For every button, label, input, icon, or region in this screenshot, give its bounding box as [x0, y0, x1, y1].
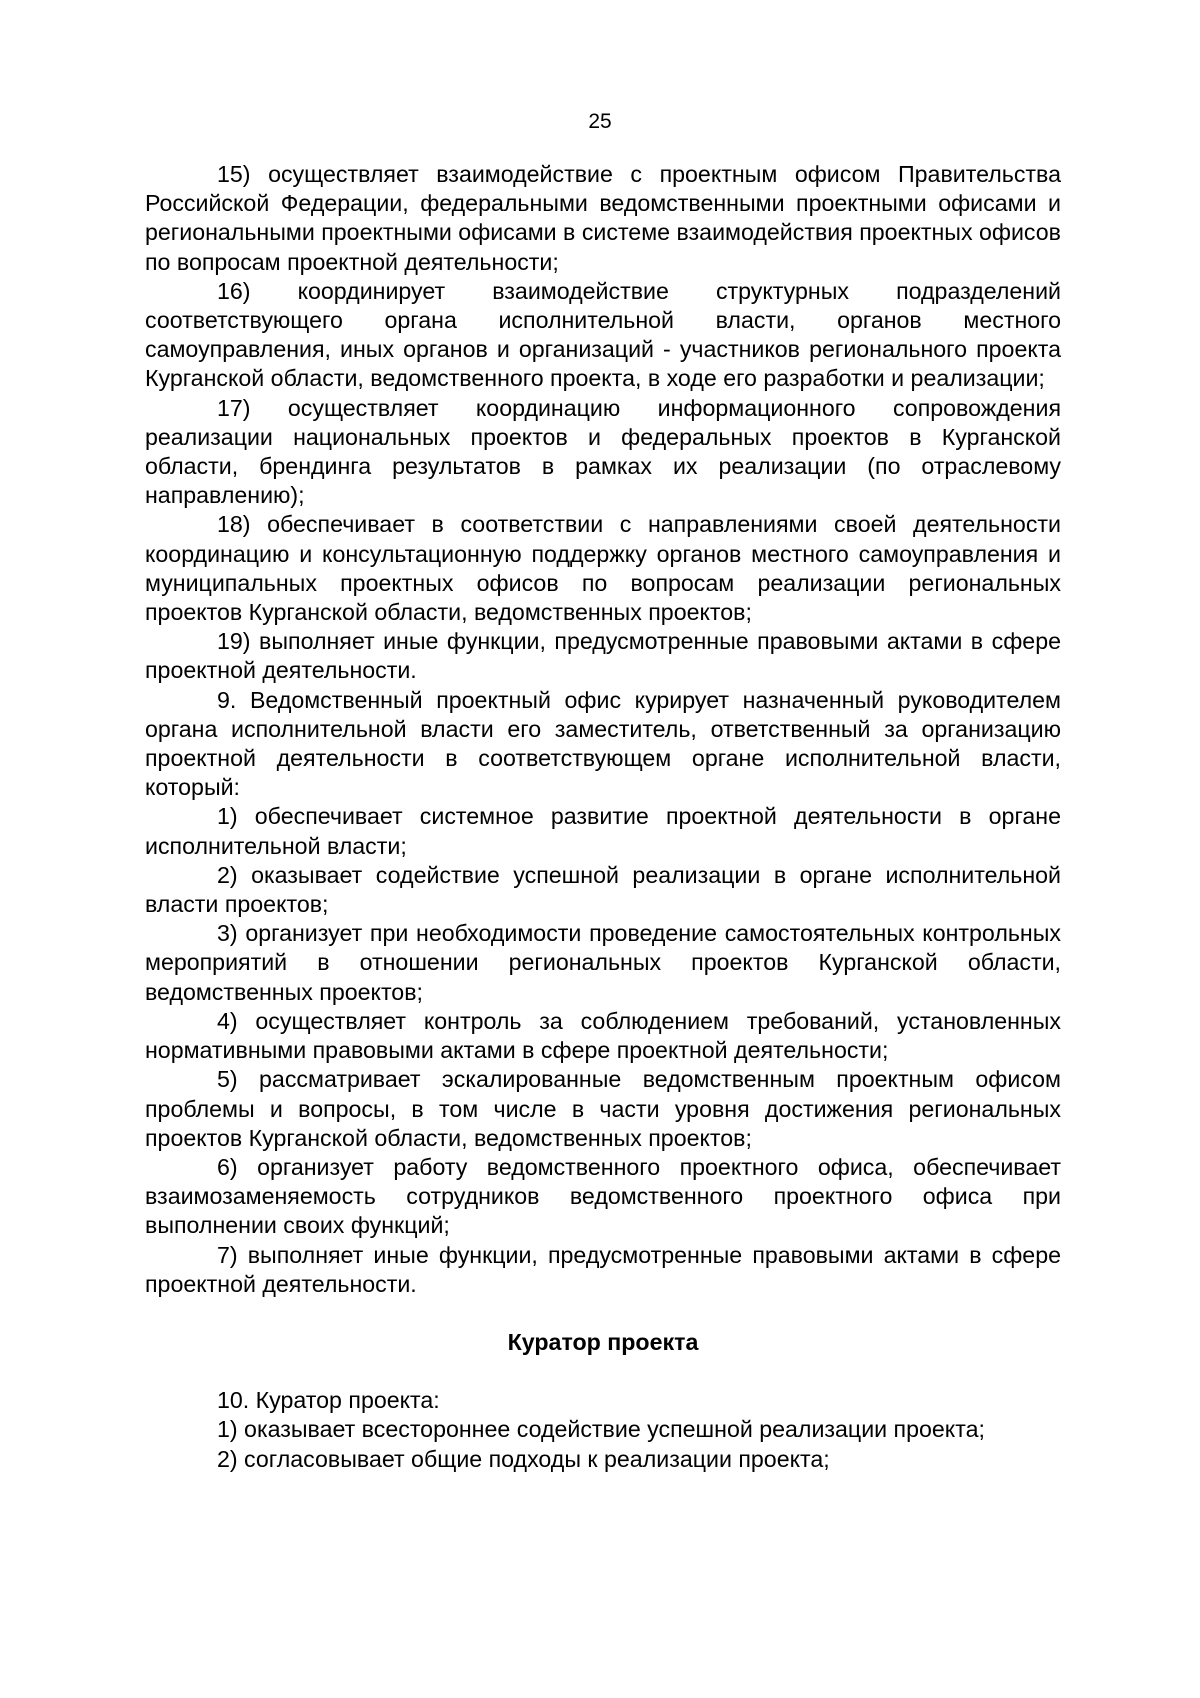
paragraph-item-19: 19) выполняет иные функции, предусмотренные правовыми актами в сфере проектной деятельности. [145, 628, 1061, 684]
paragraph-item-15: 15) осуществляет взаимодействие с проектным офисом Правительства Российской Федерации, федеральными ведомственными проектными офисами и региональными проектными офисами в системе взаимодействия проектных офисов по вопросам проектной деятельности; [145, 161, 1061, 275]
paragraph-section-9: 9. Ведомственный проектный офис курирует назначенный руководителем органа исполнительной власти его заместитель, ответственный за организацию проектной деятельности в соответствующем органе исполнительной власти, который: [145, 686, 1061, 801]
paragraph-9-item-3: 3) организует при необходимости проведение самостоятельных контрольных мероприятий в отношении региональных проектов Курганской области, ведомственных проектов; [145, 920, 1061, 1005]
paragraph-item-17: 17) осуществляет координацию информационного сопровождения реализации национальных проектов и федеральных проектов в Курганской области, брендинга результатов в рамках их реализации (по отраслевому направлению); [145, 394, 1061, 509]
paragraph-9-item-7: 7) выполняет иные функции, предусмотренные правовыми актами в сфере проектной деятельности. [145, 1241, 1061, 1297]
paragraph-section-10: 10. Куратор проекта: [217, 1387, 440, 1414]
page-number: 25 [588, 110, 612, 133]
paragraph-item-16: 16) координирует взаимодействие структурных подразделений соответствующего органа исполнительной власти, органов местного самоуправления, иных органов и организаций - участников регионального проекта Курганской области, ведомственного проекта, в ходе его разработки и реализации; [145, 277, 1061, 392]
paragraph-9-item-2: 2) оказывает содействие успешной реализации в органе исполнительной власти проектов; [145, 861, 1061, 918]
section-heading: Куратор проекта [507, 1328, 699, 1355]
paragraph-9-item-1: 1) обеспечивает системное развитие проектной деятельности в органе исполнительной власти; [145, 803, 1061, 859]
paragraph-9-item-5: 5) рассматривает эскалированные ведомственным проектным офисом проблемы и вопросы, в том числе в части уровня достижения региональных проектов Курганской области, ведомственных проектов; [145, 1066, 1061, 1151]
paragraph-10-item-1: 1) оказывает всестороннее содействие успешной реализации проекта; [217, 1416, 985, 1443]
paragraph-item-18: 18) обеспечивает в соответствии с направлениями своей деятельности координацию и консультационную поддержку органов местного самоуправления и муниципальных проектных офисов по вопросам реализации региональных проектов Курганской области, ведомственных проектов; [145, 511, 1061, 626]
paragraph-9-item-4: 4) осуществляет контроль за соблюдением требований, установленных нормативными правовыми актами в сфере проектной деятельности; [145, 1007, 1061, 1064]
paragraph-9-item-6: 6) организует работу ведомственного проектного офиса, обеспечивает взаимозаменяемость сотрудников ведомственного проектного офиса при выполнении своих функций; [145, 1153, 1061, 1239]
document-body [145, 160, 1061, 1474]
paragraph-10-item-2: 2) согласовывает общие подходы к реализации проекта; [217, 1445, 830, 1472]
